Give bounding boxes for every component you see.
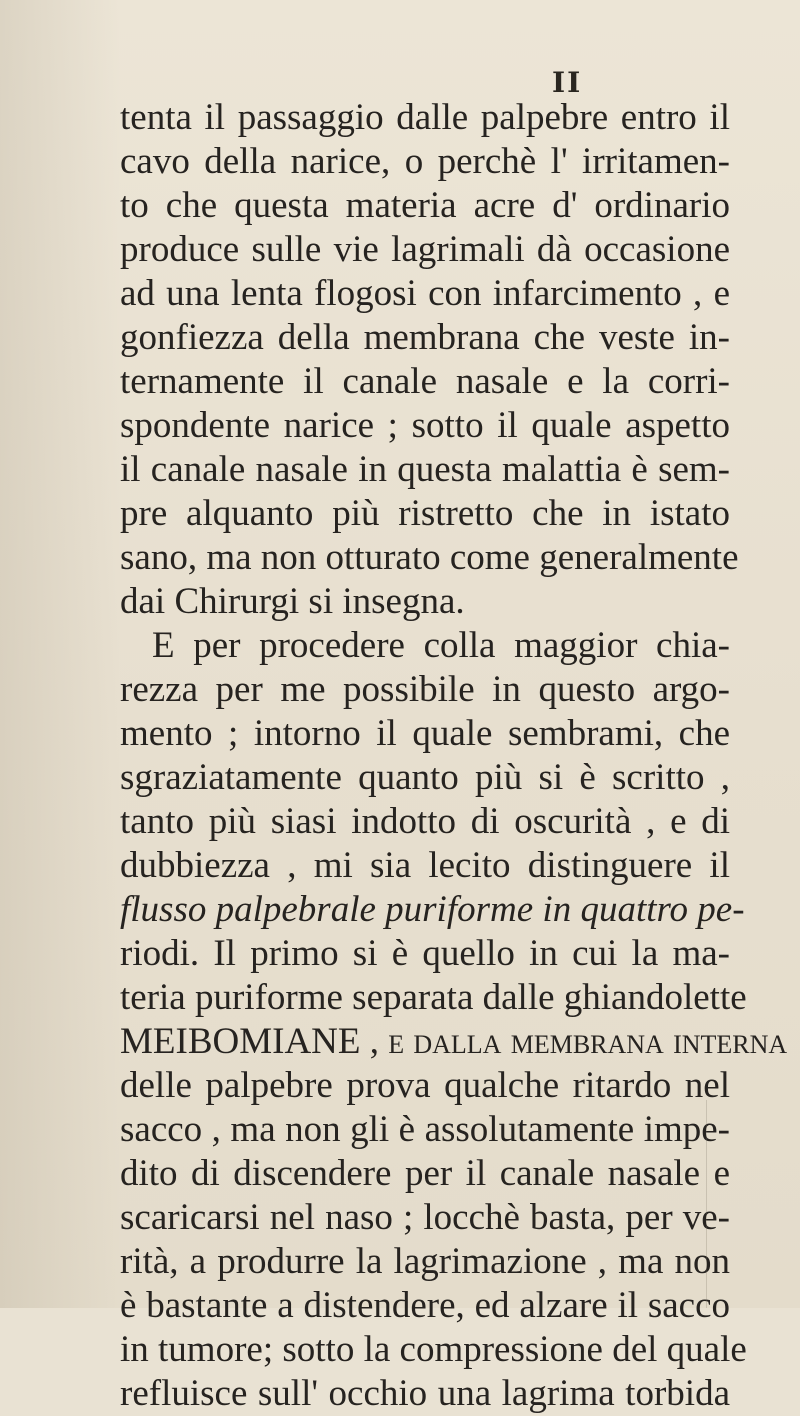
- text-line: rità, a produrre la lagrimazione , ma non: [120, 1241, 730, 1282]
- page-shadow: [0, 0, 120, 1308]
- text-line: cavo della narice, o perchè l' irritamen-: [120, 141, 730, 182]
- text-line: produce sulle vie lagrimali dà occasione: [120, 229, 730, 270]
- body-text: [120, 96, 788, 1416]
- text-line: MEIBOMIANE , e dalla membrana interna: [120, 1021, 788, 1062]
- text-line: ad una lenta flogosi con infarcimento , e: [120, 273, 730, 314]
- text-line: sgraziatamente quanto più si è scritto ,: [120, 757, 730, 798]
- text-line: ternamente il canale nasale e la corri-: [120, 361, 730, 402]
- text-line: pre alquanto più ristretto che in istato: [120, 493, 730, 534]
- text-line: dito di discendere per il canale nasale e: [120, 1153, 730, 1194]
- text-line: è bastante a distendere, ed alzare il sacco: [120, 1285, 730, 1326]
- text-line: mento ; intorno il quale sembrami, che: [120, 713, 730, 754]
- text-line: tanto più siasi indotto di oscurità , e di: [120, 801, 730, 842]
- text-line: scaricarsi nel naso ; locchè basta, per ve-: [120, 1197, 730, 1238]
- text-line: sacco , ma non gli è assolutamente impe-: [120, 1109, 730, 1150]
- text-line: delle palpebre prova qualche ritardo nel: [120, 1065, 730, 1106]
- text-line: rezza per me possibile in questo argo-: [120, 669, 730, 710]
- text-line: to che questa materia acre d' ordinario: [120, 185, 730, 226]
- text-line: dubbiezza , mi sia lecito distinguere il: [120, 845, 730, 886]
- text-line: teria puriforme separata dalle ghiandolette: [120, 977, 747, 1018]
- text-line: dai Chirurgi si insegna.: [120, 581, 465, 622]
- text-line: refluisce sull' occhio una lagrima torbida: [120, 1373, 730, 1414]
- page-number: II: [552, 66, 583, 99]
- text-line: riodi. Il primo si è quello in cui la ma-: [120, 933, 730, 974]
- text-line: in tumore; sotto la compressione del quale: [120, 1329, 747, 1370]
- text-line: spondente narice ; sotto il quale aspetto: [120, 405, 730, 446]
- text-line: tenta il passaggio dalle palpebre entro il: [120, 97, 730, 138]
- text-line: flusso palpebrale puriforme in quattro pe-: [120, 889, 745, 930]
- text-line: sano, ma non otturato come generalmente: [120, 537, 739, 578]
- text-line: il canale nasale in questa malattia è sem-: [120, 449, 730, 490]
- text-line: gonfiezza della membrana che veste in-: [120, 317, 730, 358]
- text-line: E per procedere colla maggior chia-: [152, 625, 730, 666]
- paper-fold: [706, 1100, 707, 1308]
